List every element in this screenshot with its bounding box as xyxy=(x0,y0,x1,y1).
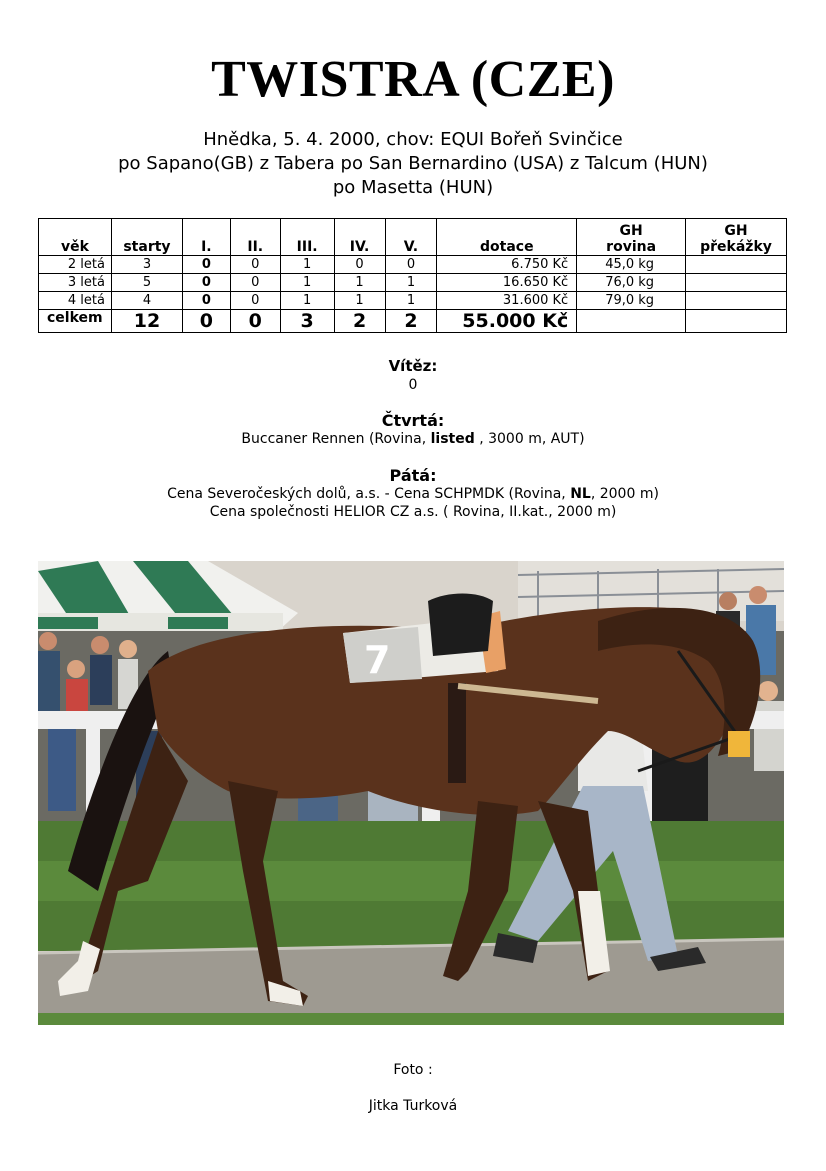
fourth-section xyxy=(0,411,826,448)
header-place-2: II. xyxy=(230,219,280,256)
header-gh-flat xyxy=(577,219,686,256)
header-age: věk xyxy=(39,219,112,256)
header-place-5: V. xyxy=(385,219,437,256)
fourth-race-details: , 3000 m, AUT) xyxy=(474,431,585,447)
header-place-1: I. xyxy=(182,219,230,256)
pedigree-line-1: Hnědka, 5. 4. 2000, chov: EQUI Bořeň Svinčice xyxy=(203,129,623,150)
total-gh-flat xyxy=(577,310,686,333)
pedigree-line-3: po Masetta (HUN) xyxy=(332,177,494,198)
photo-credit-label: Foto : xyxy=(393,1062,433,1078)
cell-place-3: 1 xyxy=(280,292,334,310)
fourth-race-category: listed xyxy=(430,431,475,447)
header-prize: dotace xyxy=(437,219,577,256)
table-header-row xyxy=(39,219,787,256)
header-place-3: III. xyxy=(280,219,334,256)
cell-prize: 6.750 Kč xyxy=(437,256,577,274)
cell-place-2: 0 xyxy=(230,292,280,310)
cell-gh-flat: 76,0 kg xyxy=(577,274,686,292)
cell-place-1: 0 xyxy=(182,292,230,310)
header-gh-flat-line1: GH xyxy=(619,223,643,239)
cell-place-4: 1 xyxy=(334,292,385,310)
total-place-4: 2 xyxy=(334,310,385,333)
total-place-3: 3 xyxy=(280,310,334,333)
total-starts: 12 xyxy=(111,310,182,333)
table-row xyxy=(39,274,787,292)
fifth-race-line-2: Cena společnosti HELIOR CZ a.s. ( Rovina, II.kat., 2000 m) xyxy=(209,504,617,520)
cell-gh-jump xyxy=(686,256,787,274)
cell-place-2: 0 xyxy=(230,274,280,292)
fifth-race-1-details: , 2000 m) xyxy=(590,486,659,502)
cell-prize: 31.600 Kč xyxy=(437,292,577,310)
cell-starts: 5 xyxy=(111,274,182,292)
cell-place-1: 0 xyxy=(182,274,230,292)
table-row xyxy=(39,292,787,310)
cell-age: 2 letá xyxy=(39,256,112,274)
pedigree-line-2: po Sapano(GB) z Tabera po San Bernardino (USA) z Talcum (HUN) xyxy=(118,153,708,174)
table-row xyxy=(39,256,787,274)
header-place-4: IV. xyxy=(334,219,385,256)
cell-place-3: 1 xyxy=(280,274,334,292)
header-gh-flat-line2: rovina xyxy=(606,239,657,255)
winner-heading: Vítěz: xyxy=(388,357,438,375)
total-place-1: 0 xyxy=(182,310,230,333)
winner-value: 0 xyxy=(408,377,418,393)
fifth-race-line-1 xyxy=(0,485,826,503)
total-place-5: 2 xyxy=(385,310,437,333)
total-prize: 55.000 Kč xyxy=(437,310,577,333)
header-gh-jump xyxy=(686,219,787,256)
total-place-2: 0 xyxy=(230,310,280,333)
cell-gh-flat: 45,0 kg xyxy=(577,256,686,274)
cell-place-5: 1 xyxy=(385,274,437,292)
total-gh-jump xyxy=(686,310,787,333)
cell-place-3: 1 xyxy=(280,256,334,274)
cell-age: 3 letá xyxy=(39,274,112,292)
photo-credit-author: Jitka Turková xyxy=(368,1098,458,1114)
horse-name-title: TWISTRA (CZE) xyxy=(211,51,615,108)
fourth-race-name: Buccaner Rennen (Rovina, xyxy=(241,431,431,447)
cell-place-4: 0 xyxy=(334,256,385,274)
pedigree-block xyxy=(0,128,826,200)
cell-gh-flat: 79,0 kg xyxy=(577,292,686,310)
cell-place-4: 1 xyxy=(334,274,385,292)
fifth-heading: Pátá: xyxy=(389,466,437,485)
winner-section xyxy=(0,357,826,394)
fifth-race-1-category: NL xyxy=(570,486,591,502)
total-label: celkem xyxy=(39,310,112,333)
fourth-race-line xyxy=(0,430,826,448)
cell-starts: 3 xyxy=(111,256,182,274)
cell-starts: 4 xyxy=(111,292,182,310)
fifth-section xyxy=(0,466,826,521)
fifth-race-1-name: Cena Severočeských dolů, a.s. - Cena SCHPMDK (Rovina, xyxy=(167,486,571,502)
cell-place-5: 0 xyxy=(385,256,437,274)
cell-gh-jump xyxy=(686,292,787,310)
header-starts: starty xyxy=(111,219,182,256)
fourth-heading: Čtvrtá: xyxy=(381,411,445,430)
cell-place-2: 0 xyxy=(230,256,280,274)
cell-age: 4 letá xyxy=(39,292,112,310)
cell-place-5: 1 xyxy=(385,292,437,310)
race-stats-table xyxy=(38,218,787,333)
saddle-number: 7 xyxy=(364,638,391,682)
table-total-row xyxy=(39,310,787,333)
cell-gh-jump xyxy=(686,274,787,292)
cell-place-1: 0 xyxy=(182,256,230,274)
header-gh-jump-line2: překážky xyxy=(700,239,772,255)
header-gh-jump-line1: GH xyxy=(724,223,748,239)
horse-photo xyxy=(38,561,784,1025)
cell-prize: 16.650 Kč xyxy=(437,274,577,292)
